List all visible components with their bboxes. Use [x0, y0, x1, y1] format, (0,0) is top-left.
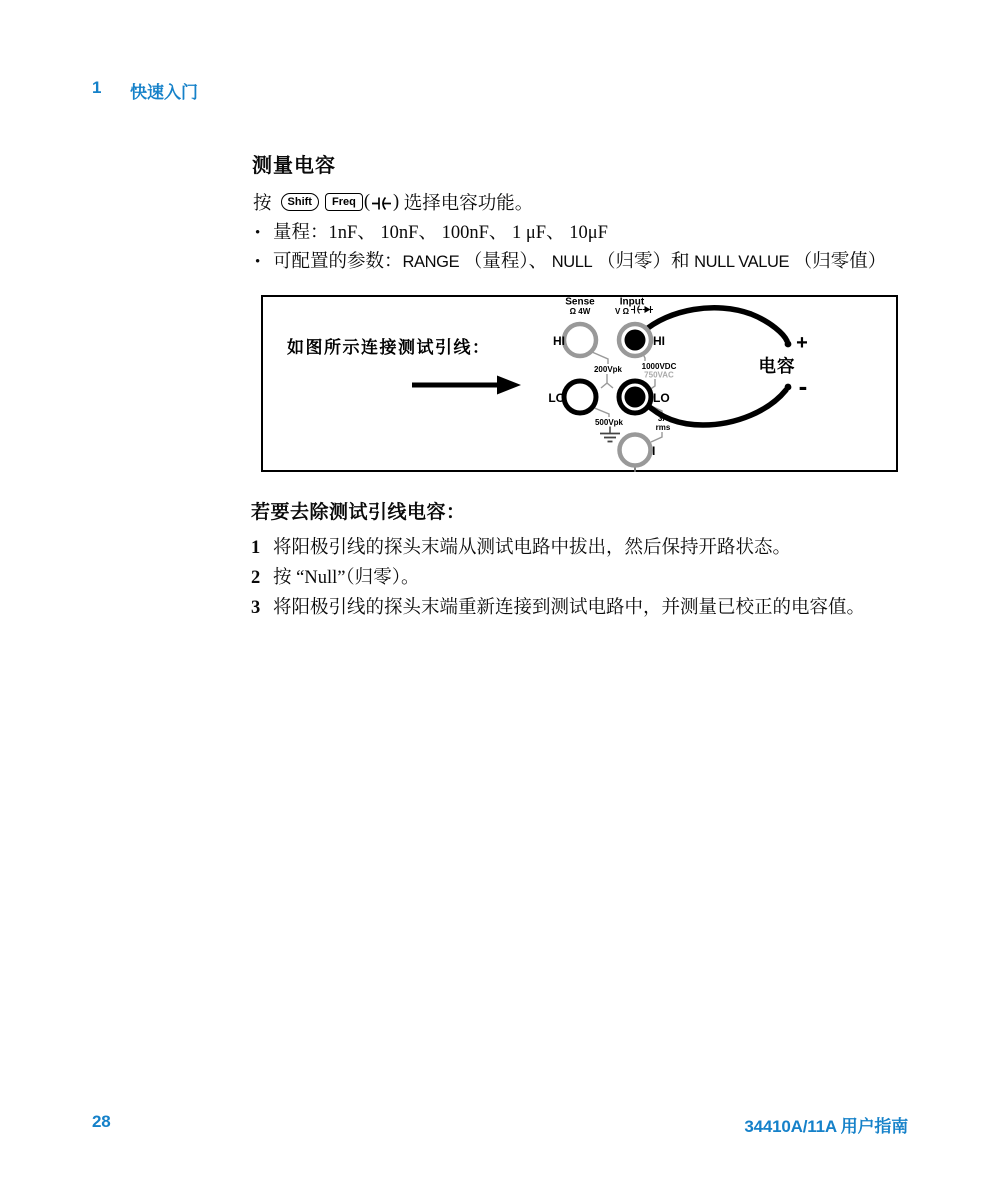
bullet-parameters	[255, 248, 886, 277]
press-prefix: 按	[253, 194, 272, 214]
rating-1000vdc: 1000VDC	[641, 362, 677, 371]
rating-rms: rms	[655, 423, 671, 432]
bullet-text	[273, 248, 886, 277]
section-title: 测量电容	[252, 155, 336, 177]
current-terminal-label: I	[652, 444, 656, 458]
connection-diagram	[261, 295, 898, 472]
current-terminal	[620, 435, 651, 466]
bullet-marker: •	[255, 225, 261, 241]
sense-lo-label: LO	[548, 391, 565, 405]
bullet-marker: •	[255, 253, 261, 270]
procedure-section	[251, 497, 865, 623]
param-null-value-zh: （归零值）	[789, 251, 887, 272]
plus-sign: +	[796, 332, 808, 354]
input-hi-label: HI	[653, 334, 665, 348]
step-number: 3	[251, 598, 261, 618]
chapter-number: 1	[92, 78, 102, 97]
feature-bullets	[255, 219, 886, 276]
step-number: 1	[251, 538, 261, 558]
procedure-step	[251, 533, 865, 563]
step-text: 将阳极引线的探头末端重新连接到测试电路中，并测量已校正的电容值。	[273, 598, 866, 618]
doc-title: 34410A/11A 用户指南	[744, 1117, 908, 1136]
param-null-value: NULL VALUE	[694, 252, 790, 271]
chapter-title: 快速入门	[130, 83, 198, 102]
capacitor-label: 电容	[758, 356, 796, 376]
bullet-ranges	[255, 219, 886, 248]
chapter-header	[92, 78, 198, 103]
freq-key-icon: Freq	[325, 193, 363, 211]
page-number: 28	[92, 1112, 111, 1131]
param-null-zh: （归零）和	[592, 251, 695, 272]
minus-sign: -	[798, 371, 808, 401]
input-subheader: V Ω	[615, 307, 629, 316]
input-header: Input	[619, 296, 645, 308]
sense-hi-terminal	[564, 324, 596, 356]
param-label: 可配置的参数：	[273, 251, 403, 272]
negative-probe-tip	[785, 384, 792, 391]
press-instruction-line	[253, 189, 533, 215]
range-label: 量程：	[273, 223, 329, 243]
bullet-text	[273, 219, 608, 248]
rating-500vpk: 500Vpk	[594, 418, 624, 427]
sense-lo-terminal	[564, 381, 596, 413]
capacitance-icon	[371, 196, 392, 211]
sense-hi-label: HI	[553, 334, 565, 348]
param-range: RANGE	[402, 252, 460, 271]
procedure-step	[251, 563, 865, 593]
rating-200vpk: 200Vpk	[593, 365, 623, 374]
sense-header: Sense	[565, 296, 595, 308]
procedure-step	[251, 593, 865, 623]
diagram-caption: 如图所示连接测试引线：	[287, 338, 491, 357]
press-suffix: 选择电容功能。	[399, 194, 534, 214]
shift-key-icon: Shift	[281, 193, 319, 211]
step-number: 2	[251, 568, 261, 588]
procedure-heading: 若要去除测试引线电容：	[251, 502, 466, 523]
rating-750vac: 750VAC	[644, 370, 674, 380]
positive-probe-tip	[785, 341, 792, 348]
step-text: 按 “Null”（归零）。	[273, 568, 420, 588]
input-hi-plug	[625, 330, 646, 351]
input-lo-plug	[625, 387, 646, 408]
input-lo-label: LO	[653, 391, 670, 405]
paren-open: (	[363, 191, 370, 212]
param-null: NULL	[551, 252, 593, 271]
step-text: 将阳极引线的探头末端从测试电路中拔出，然后保持开路状态。	[273, 538, 792, 558]
rating-3a: 3A	[657, 414, 669, 423]
range-values: 1nF、 10nF、 100nF、 1 μF、 10μF	[328, 223, 608, 243]
sense-subheader: Ω 4W	[569, 307, 591, 316]
paren-close: )	[392, 191, 400, 212]
param-range-zh: （量程）、	[459, 251, 552, 272]
diagram-canvas	[261, 295, 898, 472]
